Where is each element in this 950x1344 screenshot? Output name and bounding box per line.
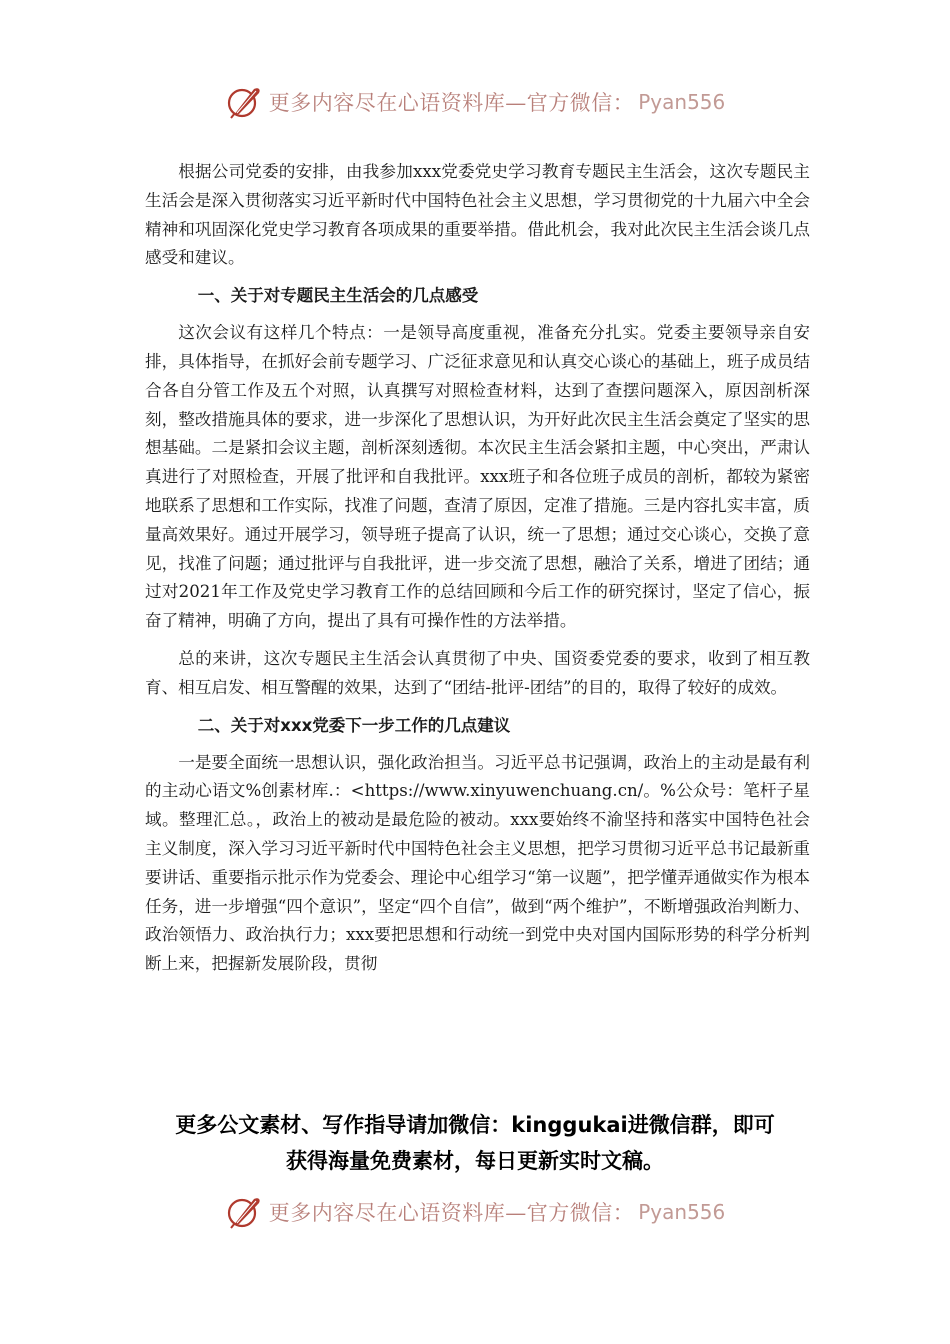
section-2-paragraph-1: 一是要全面统一思想认识，强化政治担当。习近平总书记强调，政治上的主动是最有利的主动心语文%创素材库.：<https://www.xinyuwenchuang.cn/。%公众号：笔杆子星域。整理汇总。，政治上的被动是最危险的被动。xxx要始终不渝坚持和落实中国特色社会主义制度，深入学习习近平新时代中国特色社会主义思想，把学习贯彻习近平总书记最新重要讲话、重要指示批示作为党委会、理论中心组学习“第一议题”，把学懂弄通做实作为根本任务，进一步增强“四个意识”，坚定“四个自信”，做到“两个维护”，不断增强政治判断力、政治领悟力、政治执行力；xxx要把思想和行动统一到党中央对国内国际形势的科学分析判断上来，把握新发展阶段，贯彻	[145, 752, 810, 974]
banner-wechat-id: Pyan556	[638, 1200, 726, 1224]
section-1-heading: 一、关于对专题民主生活会的几点感受	[197, 286, 479, 306]
banner-wechat-id: Pyan556	[638, 90, 726, 114]
section-1-paragraph-1: 这次会议有这样几个特点：一是领导高度重视，准备充分扎实。党委主要领导亲自安排，具体指导，在抓好会前专题学习、广泛征求意见和认真交心谈心的基础上，班子成员结合各自分管工作及五个对照，认真撰写对照检查材料，达到了查摆问题深入，原因剖析深刻，整改措施具体的要求，进一步深化了思想认识，为开好此次民主生活会奠定了坚实的思想基础。二是紧扣会议主题，剖析深刻透彻。本次民主生活会紧扣主题，中心突出，严肃认真进行了对照检查，开展了批评和自我批评。xxx班子和各位班子成员的剖析，都较为紧密地联系了思想和工作实际，找准了问题，查清了原因，定准了措施。三是内容扎实丰富，质量高效果好。通过开展学习，领导班子提高了认识，统一了思想；通过交心谈心，交换了意见，找准了问题；通过批评与自我批评，进一步交流了思想，融洽了关系，增进了团结；通过对2021年工作及党史学习教育工作的总结回顾和今后工作的研究探讨，坚定了信心，振奋了精神，明确了方向，提出了具有可操作性的方法举措。	[145, 323, 810, 631]
quill-pen-logo-icon	[225, 1192, 265, 1232]
document-body	[145, 158, 810, 988]
promo-notice	[0, 1107, 950, 1179]
intro-paragraph: 根据公司党委的安排，由我参加xxx党委党史学习教育专题民主生活会，这次专题民主生活会是深入贯彻落实习近平新时代中国特色社会主义思想，学习贯彻党的十九届六中全会精神和巩固深化党史学习教育各项成果的重要举措。借此机会，我对此次民主生活会谈几点感受和建议。	[145, 162, 810, 268]
promo-notice-line-1: 更多公文素材、写作指导请加微信：kinggukai进微信群，即可	[175, 1113, 775, 1137]
section-1-paragraph-2: 总的来讲，这次专题民主生活会认真贯彻了中央、国资委党委的要求，收到了相互教育、相互启发、相互警醒的效果，达到了“团结-批评-团结”的目的，取得了较好的成效。	[145, 648, 810, 697]
quill-pen-logo-icon	[225, 82, 265, 122]
header-banner	[0, 78, 950, 126]
footer-banner	[0, 1188, 950, 1236]
section-2-heading: 二、关于对xxx党委下一步工作的几点建议	[197, 715, 511, 735]
banner-text: 更多内容尽在心语资料库—官方微信：	[268, 1201, 635, 1225]
banner-text: 更多内容尽在心语资料库—官方微信：	[268, 91, 635, 115]
promo-notice-line-2: 获得海量免费素材，每日更新实时文稿。	[286, 1149, 664, 1173]
